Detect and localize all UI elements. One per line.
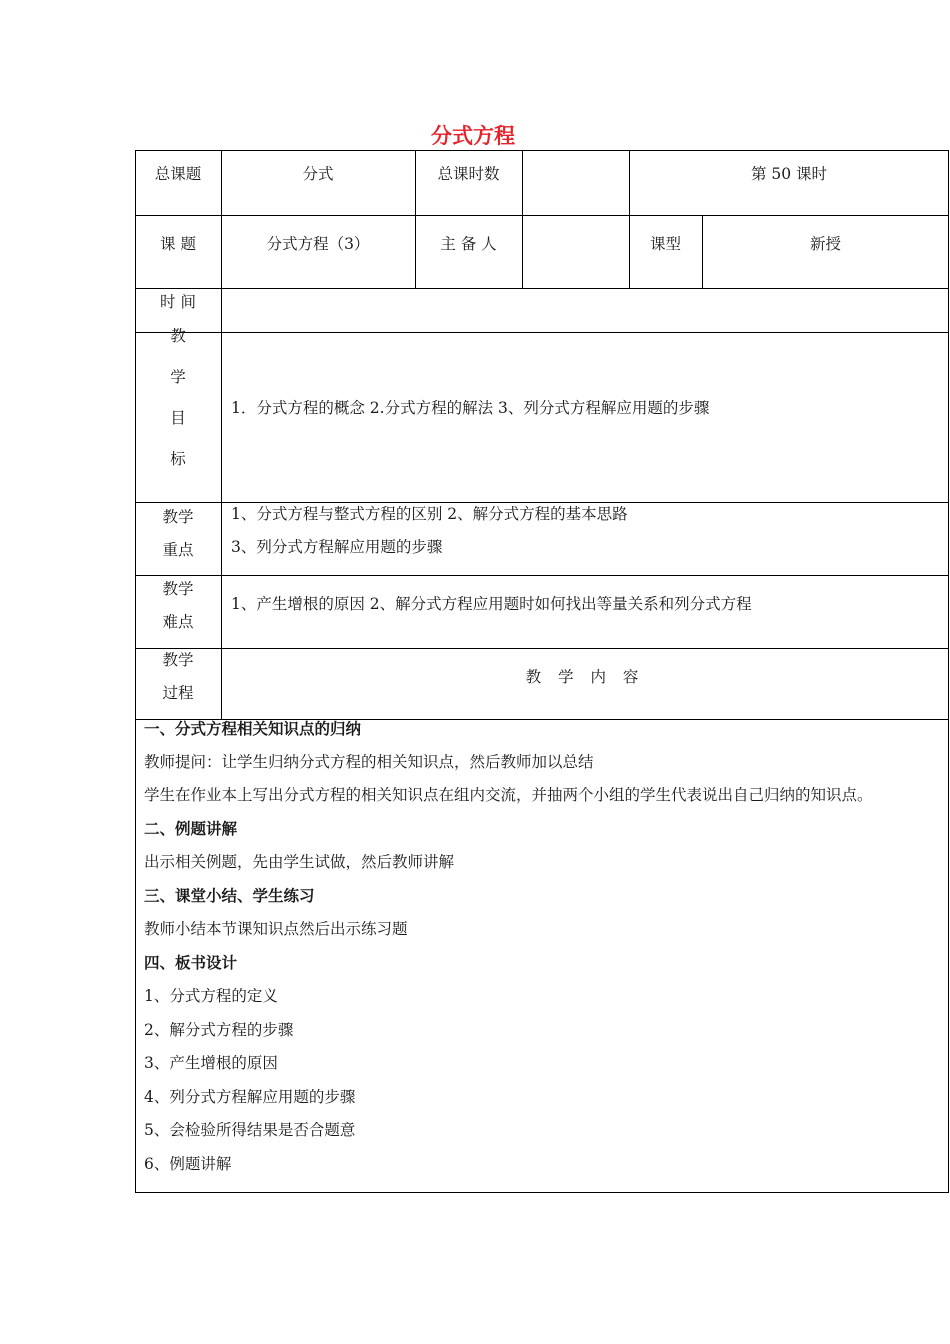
content-line: 6、例题讲解 xyxy=(144,1155,232,1173)
content-line: 5、会检验所得结果是否合题意 xyxy=(144,1121,356,1139)
label-line: 过程 xyxy=(162,684,194,702)
lesson-plan-table xyxy=(135,150,949,1193)
label-total-hours: 总课时数 xyxy=(437,165,500,183)
key-point-line: 1、分式方程与整式方程的区别 2、解分式方程的基本思路 xyxy=(231,505,628,523)
label-time: 时 间 xyxy=(160,293,196,311)
content-line: 4、列分式方程解应用题的步骤 xyxy=(144,1088,356,1106)
label-topic: 课 题 xyxy=(160,235,196,253)
label-line: 教学 xyxy=(162,580,194,598)
rule xyxy=(135,1192,949,1193)
value-lesson-type: 新授 xyxy=(809,235,841,253)
content-line: 1、分式方程的定义 xyxy=(144,987,278,1005)
content-line: 学生在作业本上写出分式方程的相关知识点在组内交流，并抽两个小组的学生代表说出自己归纳的知识点。 xyxy=(144,786,873,804)
content-line: 出示相关例题，先由学生试做，然后教师讲解 xyxy=(144,853,455,871)
content-line: 二、例题讲解 xyxy=(144,820,238,838)
label-lesson-type: 课型 xyxy=(649,235,681,253)
label-line: 难点 xyxy=(162,613,194,631)
value-topic: 分式方程（3） xyxy=(266,235,370,253)
label-char: 学 xyxy=(170,367,186,386)
process-header-text: 教 学 内 容 xyxy=(525,668,645,686)
value-preparer xyxy=(522,215,629,271)
label-char: 目 xyxy=(170,408,186,427)
content-line: 四、板书设计 xyxy=(144,954,238,972)
content-line: 2、解分式方程的步骤 xyxy=(144,1021,294,1039)
process-header xyxy=(221,648,949,704)
label-line: 重点 xyxy=(162,541,194,559)
label-difficulties xyxy=(135,575,221,648)
label-key-points xyxy=(135,502,221,575)
value-time xyxy=(221,288,949,332)
page-title: 分式方程 xyxy=(431,124,515,148)
content-line: 教师提问：让学生归纳分式方程的相关知识点，然后教师加以总结 xyxy=(144,753,594,771)
content-line: 3、产生增根的原因 xyxy=(144,1054,278,1072)
label-process xyxy=(135,648,221,719)
key-point-line: 3、列分式方程解应用题的步骤 xyxy=(231,538,443,556)
label-char: 标 xyxy=(170,449,186,468)
label-line: 教学 xyxy=(162,508,194,526)
label-preparer: 主 备 人 xyxy=(440,235,497,253)
content-line: 三、课堂小结、学生练习 xyxy=(144,887,315,905)
content-line: 教师小结本节课知识点然后出示练习题 xyxy=(144,920,408,938)
value-lesson-number: 第 50 课时 xyxy=(750,165,828,183)
value-total-topic: 分式 xyxy=(302,165,334,183)
content-line: 一、分式方程相关知识点的归纳 xyxy=(144,720,362,738)
label-total-topic: 总课题 xyxy=(154,165,202,183)
value-total-hours xyxy=(522,150,629,196)
label-goals xyxy=(135,326,221,502)
goals-content: 1．分式方程的概念 2.分式方程的解法 3、列分式方程解应用题的步骤 xyxy=(231,399,710,417)
label-char: 教 xyxy=(170,326,186,345)
difficulties-content: 1、产生增根的原因 2、解分式方程应用题时如何找出等量关系和列分式方程 xyxy=(231,595,752,613)
label-line: 教学 xyxy=(162,651,194,669)
